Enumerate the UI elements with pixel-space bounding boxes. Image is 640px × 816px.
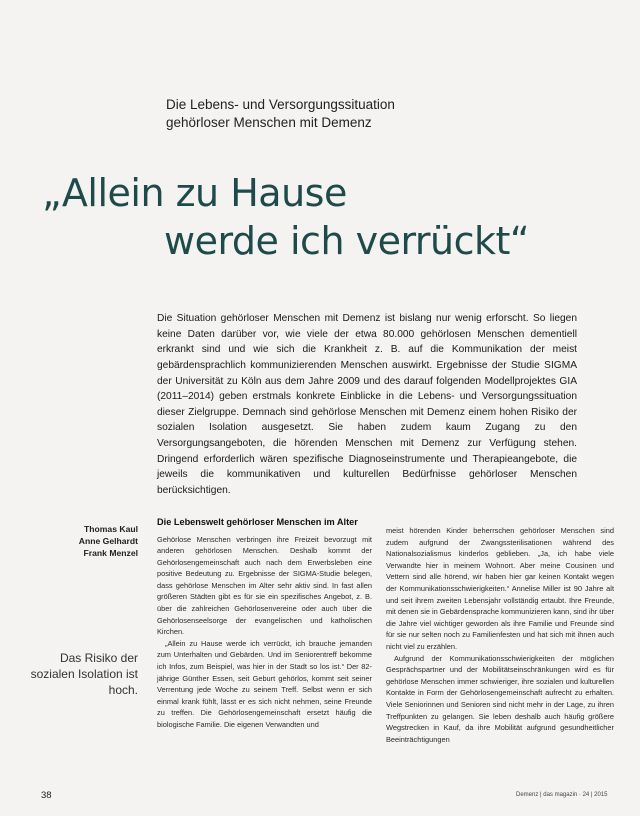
body-column-2 <box>386 525 614 745</box>
title-line-2: werde ich verrückt“ <box>164 219 530 263</box>
kicker-line-1: Die Lebens- und Versorgungssituation <box>166 97 395 112</box>
pull-quote: Das Risiko der sozialen Isolation ist hoch. <box>30 651 138 697</box>
author-name: Thomas Kaul <box>84 524 138 534</box>
publication-footer: Demenz | das magazin · 24 | 2015 <box>516 792 608 798</box>
lead-paragraph: Die Situation gehörloser Menschen mit Demenz ist bislang nur wenig erforscht. So liegen keine Daten darüber vor, wie viele der etwa 80.000 gehörlosen Menschen dementiell erkrankt sind und wie sich die Krankheit z. B. auf die Kommunikation der meist gebärdensprachlich kommunizierenden Menschen auswirkt. Ergebnisse der Studie SIGMA der Universität zu Köln aus dem Jahre 2009 und des darauf folgenden Modellprojektes GIA (2011–2014) geben erstmals konkrete Einblicke in die Lebens- und Versorgungssituation dieser Zielgruppe. Demnach sind gehörlose Menschen mit Demenz einem hohen Risiko der sozialen Isolation ausgesetzt. Sie haben zudem kaum Zugang zu den Versorgungsangeboten, die hörenden Menschen mit Demenz zur Verfügung stehen. Dringend erforderlich wären spezifische Diagnoseinstrumente und Therapieangebote, die jeweils die kommunikativen und kulturellen Bedürfnisse gehörloser Menschen berücksichtigen. <box>157 313 577 496</box>
section-heading: Die Lebenswelt gehörloser Menschen im Alter <box>157 517 358 527</box>
body-paragraph: „Allein zu Hause werde ich verrückt, ich brauche jemanden zum Unterhalten und Gebärden. Und im Seniorentreff bekomme ich Infos, zum Beispiel, was hier in der Stadt so los ist.“ Der 82-jährige Günther Essen, seit Geburt gehörlos, kommt seit seiner Verrentung jede Woche zu seinem Treff. Selbst wenn er sich einmal krank fühlt, lässt er es sich nicht nehmen, seine Freunde zu treffen. Die Gehörlosengemeinschaft ersetzt häufig die biologische Familie. Die eigenen Verwandten und <box>157 638 372 729</box>
body-paragraph: Gehörlose Menschen verbringen ihre Freizeit bevorzugt mit anderen gehörlosen Menschen. Deshalb kommt der Gehörlosengemeinschaft auch nach dem Erwerbsleben eine positive Bedeutung zu. Ergebnisse der SIGMA-Studie belegen, dass gehörlose Menschen im Alter sehr aktiv sind. In fast allen größeren Städten gibt es für sie ein spezifisches Angebot, z. B. über die zahlreichen Gehörlosenvereine oder auch über die Gehörlosenseelsorge der evangelischen und katholischen Kirchen. <box>157 534 372 637</box>
author-list <box>60 523 138 559</box>
article-kicker <box>166 96 496 132</box>
title-line-1: „Allein zu Hause <box>42 171 347 215</box>
body-paragraph: Aufgrund der Kommunikationsschwierigkeiten der möglichen Gesprächspartner und der Mobilitätseinschränkungen wird es für gehörlose Menschen immer schwieriger, ihre sozialen und kulturellen Kontakte in Form der Gehörlosengemeinschaft aufrecht zu erhalten. Viele Seniorinnen und Senioren sind nicht mehr in der Lage, zu ihren Treffpunkten zu gelangen. Sie leben deshalb auch häufig größere Wegstrecken in Kauf, da ihre Mobilität aufgrund gesundheitlicher Beeinträchtigungen <box>386 653 614 744</box>
author-name: Anne Gelhardt <box>78 536 138 546</box>
kicker-line-2: gehörloser Menschen mit Demenz <box>166 115 372 130</box>
body-paragraph: meist hörenden Kinder beherrschen gehörloser Menschen sind zudem aufgrund der Zwangssterilisationen während des Nationalsozialismus kinderlos geblieben. „Ja, ich habe viele Verwandte hier in meinem Wohnort. Aber meine Cousinen und Vettern sind alle hörend, wir haben hier gar keinen Kontakt wegen der Kommunikationsschwierigkeiten.“ Annelise Miller ist 90 Jahre alt und seit ihrem zweiten Lebensjahr vollständig ertaubt. Ihre Freunde, mit denen sie in Gebärdensprache kommunizieren kann, sind ihr über die Jahre viel wichtiger geworden als ihre Familie und Freunde sind für sie nur selten noch zu Familienfesten und hat sich mit ihnen auch nicht viel zu erzählen. <box>386 526 615 651</box>
page-number: 38 <box>41 790 52 801</box>
author-name: Frank Menzel <box>83 548 138 558</box>
body-column-1 <box>157 517 372 731</box>
